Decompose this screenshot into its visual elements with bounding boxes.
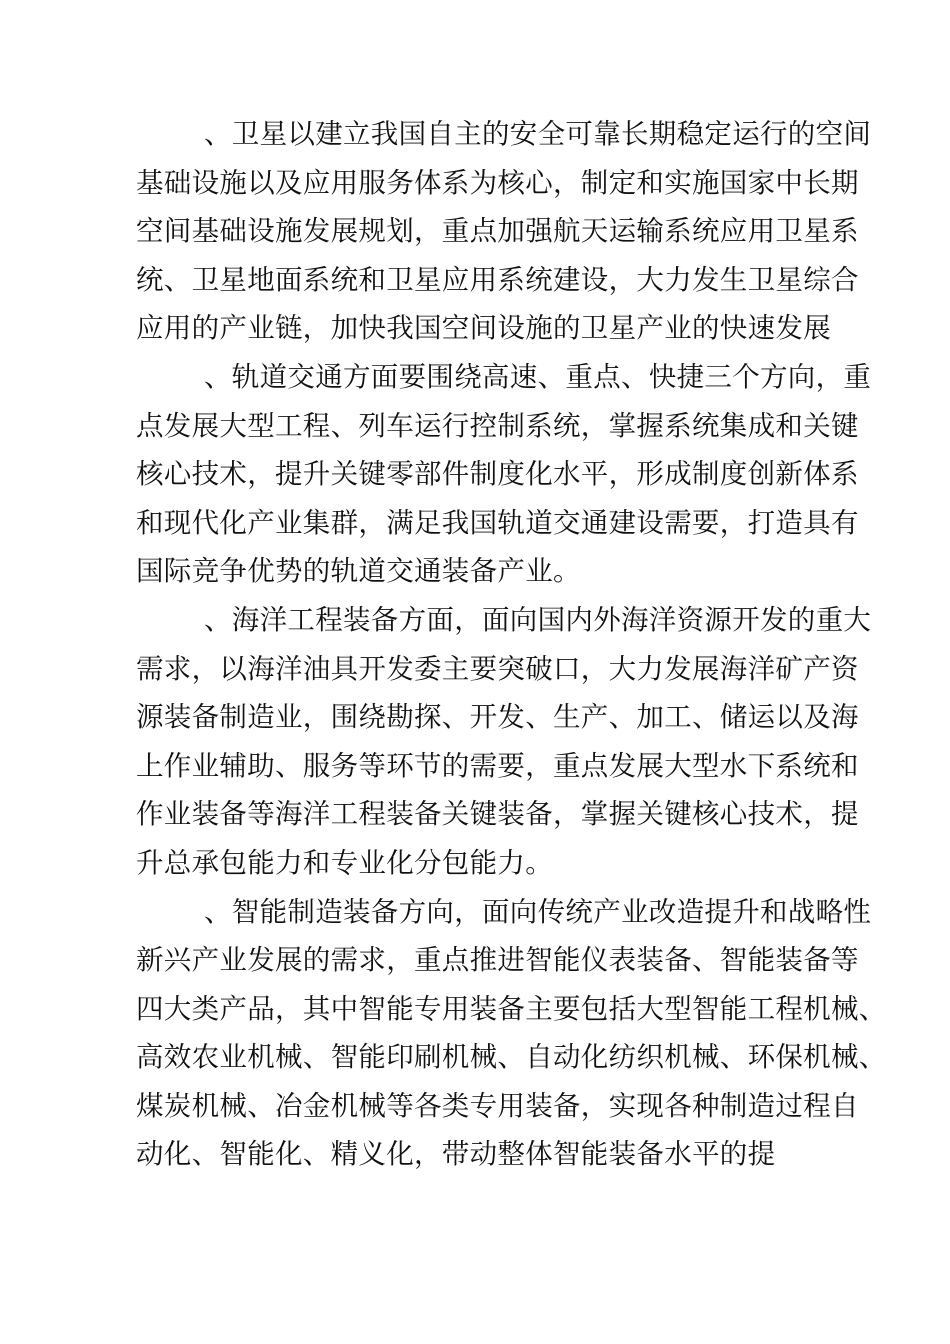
text-line: 新兴产业发展的需求，重点推进智能仪表装备、智能装备等 [136,944,859,977]
document-body [136,110,887,1179]
text-line: 需求，以海洋油具开发委主要突破口，大力发展海洋矿产资 [136,652,859,685]
text-line: 、卫星以建立我国自主的安全可靠长期稳定运行的空间 [204,118,872,150]
text-line: 、海洋工程装备方面，面向国内外海洋资源开发的重大 [204,603,872,636]
text-line: 四大类产品，其中智能专用装备主要包括大型智能工程机械、 [136,992,887,1025]
text-line: 基础设施以及应用服务体系为核心，制定和实施国家中长期 [136,166,859,199]
text-line: 应用的产业链，加快我国空间设施的卫星产业的快速发展 [136,312,831,345]
text-line: 国际竞争优势的轨道交通装备产业。 [136,555,581,588]
paragraph-marine-engineering [136,596,872,888]
text-line: 高效农业机械、智能印刷机械、自动化纺织机械、环保机械、 [136,1041,887,1074]
text-line: 和现代化产业集群，满足我国轨道交通建设需要，打造具有 [136,506,859,539]
text-line: 作业装备等海洋工程装备关键装备，掌握关键核心技术，提 [136,798,859,831]
text-line: 点发展大型工程、列车运行控制系统，掌握系统集成和关键 [136,409,859,442]
text-line: 空间基础设施发展规划，重点加强航天运输系统应用卫星系 [136,215,859,248]
text-line: 核心技术，提升关键零部件制度化水平，形成制度创新体系 [136,458,859,491]
paragraph-satellite [136,110,872,353]
text-line: 煤炭机械、冶金机械等各类专用装备，实现各种制造过程自 [136,1089,859,1122]
text-line: 源装备制造业，围绕勘探、开发、生产、加工、储运以及海 [136,701,859,734]
paragraph-rail-transit [136,353,872,596]
text-line: 动化、智能化、精义化，带动整体智能装备水平的提 [136,1138,776,1171]
text-line: 上作业辅助、服务等环节的需要，重点发展大型水下系统和 [136,749,859,782]
text-line: 、智能制造装备方向，面向传统产业改造提升和战略性 [204,895,872,928]
text-line: 、轨道交通方面要围绕高速、重点、快捷三个方向，重 [204,360,872,393]
text-line: 升总承包能力和专业化分包能力。 [136,846,553,879]
text-line: 统、卫星地面系统和卫星应用系统建设，大力发生卫星综合 [136,263,859,296]
paragraph-intelligent-manufacturing [136,888,887,1180]
